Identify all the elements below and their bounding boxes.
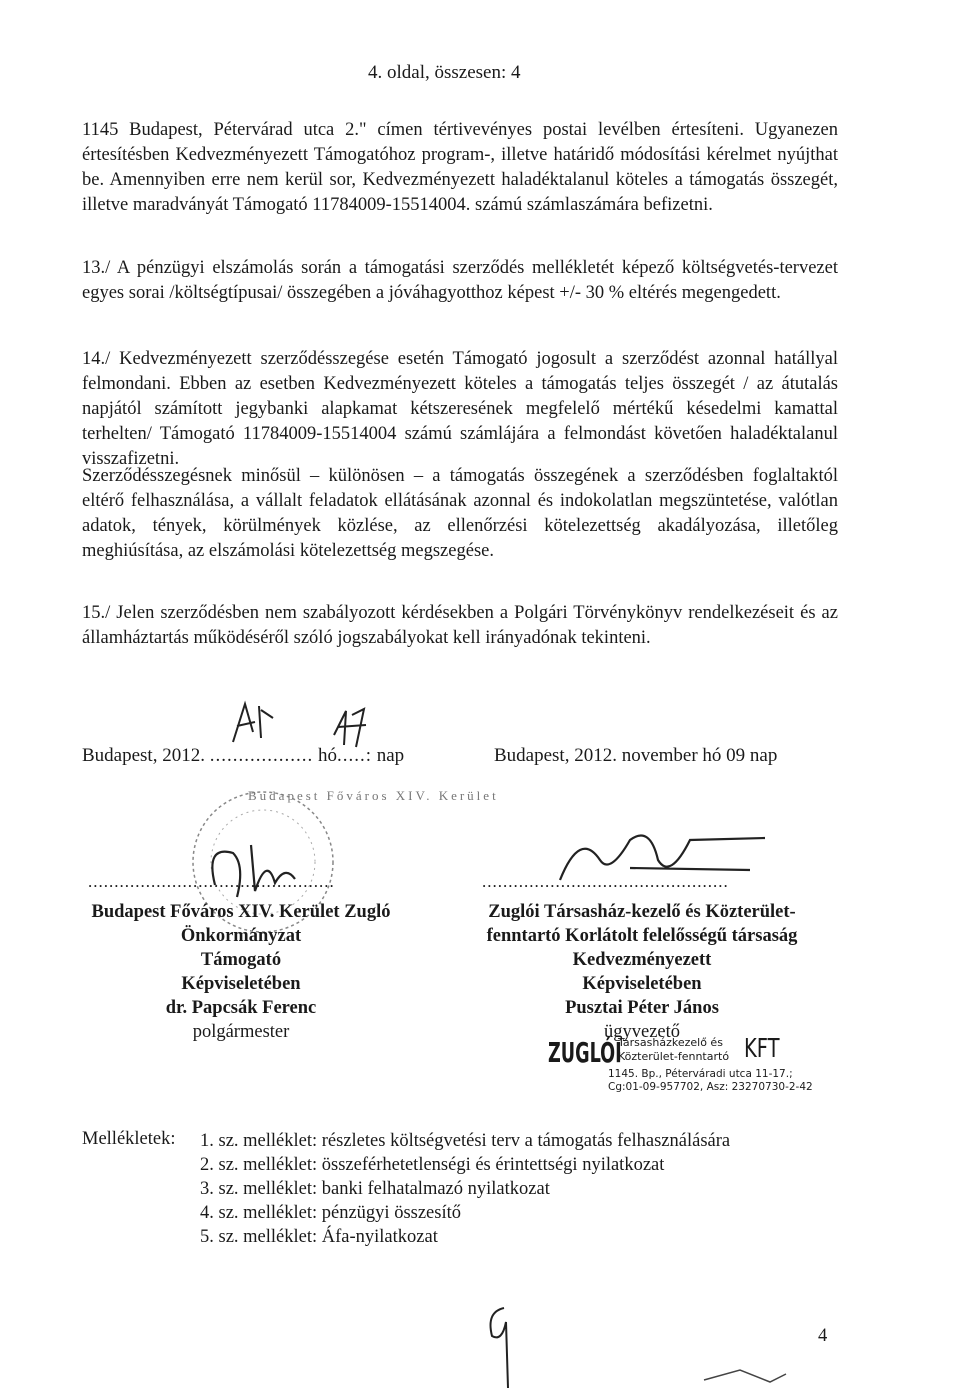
handwritten-day-mark (330, 705, 375, 750)
left-signatory-representation: Képviseletében (181, 974, 301, 994)
left-signatory-role: Támogató (200, 950, 282, 970)
right-signature-line: ............................................... (482, 872, 729, 891)
attachment-item: 1. sz. melléklet: részletes költségvetési terv a támogatás felhasználására (200, 1131, 731, 1151)
attachments-list (200, 1129, 730, 1249)
paragraph-14-text: 14./ Kedvezményezett szerződésszegése esetén Támogató jogosult a szerződést azonnal hatállyal felmondani. Ebben az esetben Kedvezményezett köteles a támogatás teljes összegét / az átutalás napjától számított jegybanki alapkamat kétszeresének megfelelő mértékű késedelmi kamattal terhelten/ Támogató 11784009-15514004 számú számlájára a felmondást követően haladéktalanul visszafizetni. (82, 349, 838, 469)
right-signatory-org2: fenntartó Korlátolt felelősségű társaság (486, 926, 798, 946)
left-signatory-block (82, 900, 400, 1044)
left-signatory-name: dr. Papcsák Ferenc (165, 998, 317, 1018)
attachment-item: 2. sz. melléklet: összeférhetetlenségi és érintettségi nyilatkozat (200, 1155, 665, 1175)
right-signatory-name: Pusztai Péter János (565, 998, 719, 1018)
stamp-logo: ZUGLÓI (548, 1036, 622, 1069)
stamp-line2: Közterület-fenntartó (618, 1050, 730, 1063)
paragraph-15 (82, 601, 838, 651)
stamp-line1: Társasházkezelő és (618, 1036, 723, 1049)
attachment-item: 5. sz. melléklet: Áfa-nyilatkozat (200, 1227, 438, 1247)
date-left-day-blank: .....: (336, 745, 372, 766)
left-signatory-org2: Önkormányzat (180, 926, 302, 946)
paragraph-15-text: 15./ Jelen szerződésben nem szabályozott kérdésekben a Polgári Törvénykönyv rendelkezéseit és az államháztartás működéséről szóló jogszabályokat kell irányadónak tekinteni. (82, 603, 838, 648)
stamp-details (608, 1068, 813, 1094)
paragraph-14 (82, 347, 838, 472)
stamp-kft: KFT (744, 1034, 780, 1064)
attachments-label: Mellékletek: (82, 1129, 176, 1149)
stamp-address: 1145. Bp., Péterváradi utca 11-17.; (608, 1068, 793, 1080)
stamp-registration: Cg:01-09-957702, Asz: 23270730-2-42 (608, 1081, 813, 1093)
paragraph-intro (82, 118, 838, 218)
footer-scribble (700, 1360, 790, 1390)
stamp-name-lines (618, 1036, 729, 1064)
date-left-prefix: Budapest, 2012. (82, 745, 205, 766)
page-header: 4. oldal, összesen: 4 (368, 62, 521, 83)
date-left-month-word: hó (317, 745, 337, 766)
date-left-suffix: nap (376, 745, 405, 766)
right-signatory-block (462, 900, 822, 1044)
left-signature-line: ............................................... (88, 872, 335, 891)
right-signatory-title: ügyvezető (603, 1022, 681, 1042)
paragraph-13-text: 13./ A pénzügyi elszámolás során a támogatási szerződés mellékletét képező költségvetés-tervezet egyes sorai /költségtípusai/ összegében a jóváhagyotthoz képest +/- 30 % eltérés megengedett. (82, 258, 838, 303)
left-signatory-title: polgármester (192, 1022, 290, 1042)
paragraph-intro-text: 1145 Budapest, Pétervárad utca 2." címen tértivevényes postai levélben értesíteni. Ugyanezen értesítésben Kedvezményezett Támogatóhoz program-, illetve határidő módosítási kérelmet nyújthat be. Amennyiben erre nem kerül sor, Kedvezményezett haladéktalanul köteles a támogatás összegét, illetve maradványát Támogató 11784009-15514004. számú számlaszámára befizetni. (82, 120, 838, 215)
paragraph-14-breach-text: Szerződésszegésnek minősül – különösen – a támogatás összegének a szerződésben foglaltaktól eltérő felhasználása, a vállalt feladatok ellátásának azonnal és indokolatlan megszüntetése, valótlan adatok, tények, körülmények közlése, az ellenőrzési kötelezettség akadályozása, illetőleg meghiúsítása, az elszámolási kötelezettség megszegése. (82, 466, 838, 561)
paragraph-14-breach (82, 464, 838, 564)
initials-signature (482, 1302, 522, 1392)
paragraph-13 (82, 256, 838, 306)
attachment-item: 4. sz. melléklet: pénzügyi összesítő (200, 1203, 461, 1223)
right-signatory-role: Kedvezményezett (572, 950, 712, 970)
date-left-month-blank: .................. (209, 745, 314, 766)
right-signatory-representation: Képviseletében (582, 974, 702, 994)
seal-text: Budapest Főváros XIV. Kerület (248, 788, 499, 803)
left-signatory-org: Budapest Főváros XIV. Kerület Zugló (91, 902, 391, 922)
handwritten-month-mark (225, 698, 285, 748)
date-right: Budapest, 2012. november hó 09 nap (494, 745, 778, 766)
right-signatory-org: Zuglói Társasház-kezelő és Közterület- (488, 902, 796, 922)
attachment-item: 3. sz. melléklet: banki felhatalmazó nyilatkozat (200, 1179, 550, 1199)
page-number: 4 (818, 1326, 828, 1346)
company-stamp (548, 1034, 813, 1096)
left-signature (195, 835, 325, 905)
